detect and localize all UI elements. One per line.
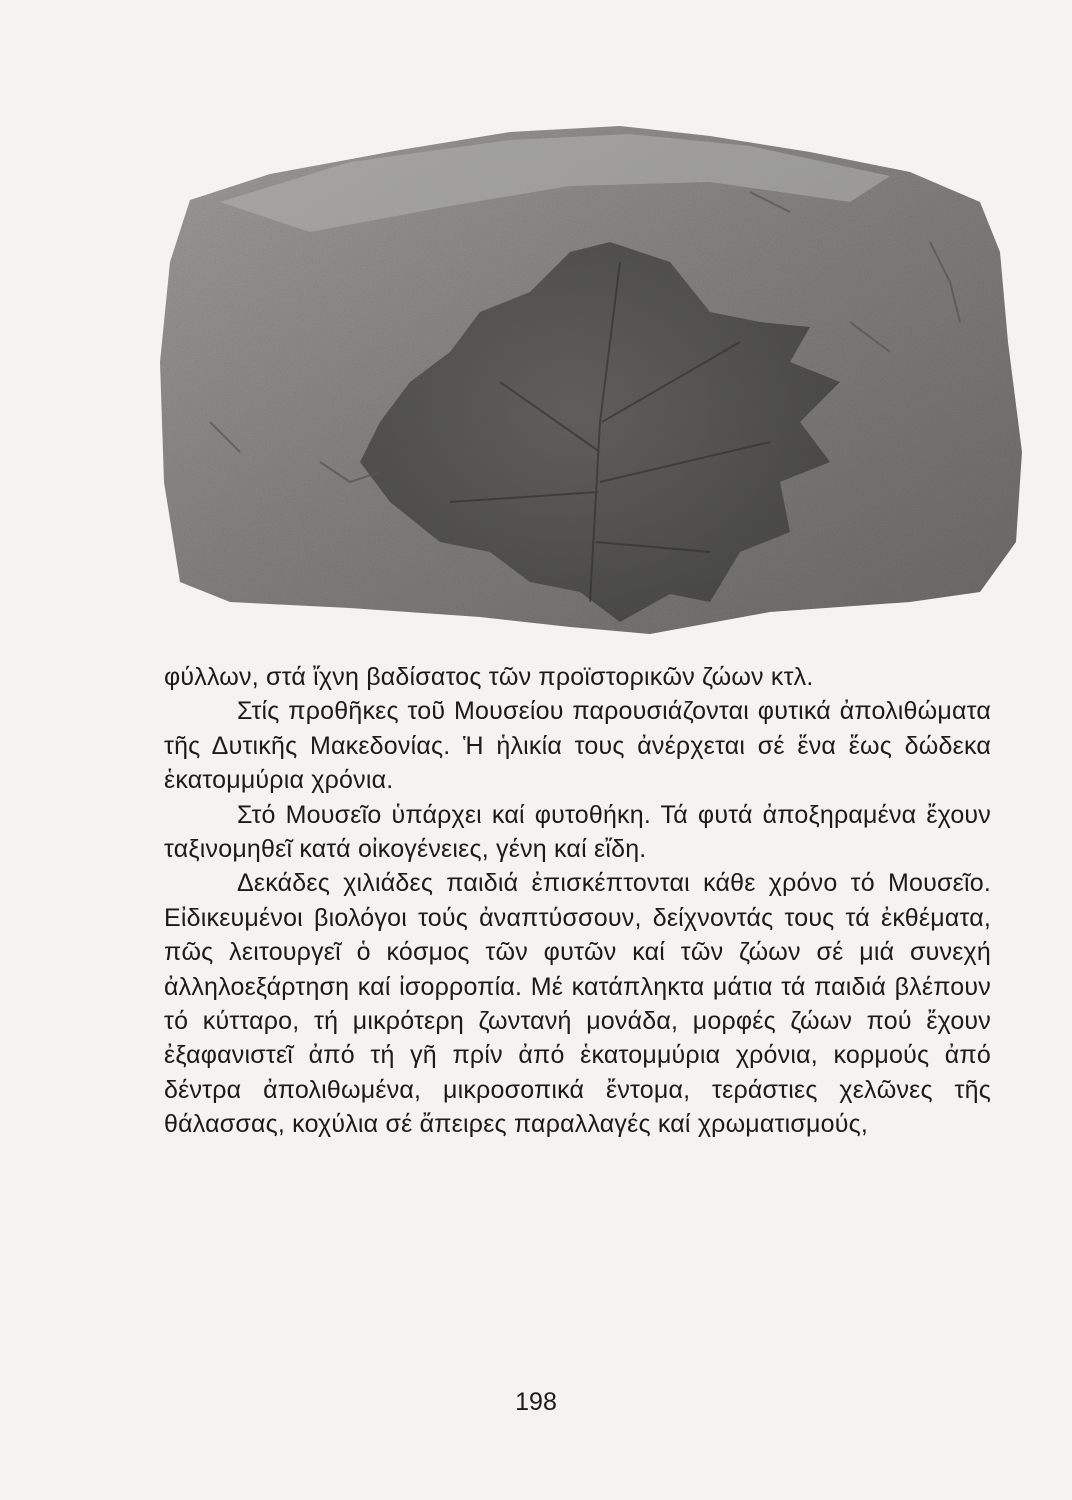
paragraph-1: φύλλων, στά ἴχνη βαδίσατος τῶν προϊστορικῶν ζώων κτλ. bbox=[164, 663, 814, 691]
body-text bbox=[164, 660, 991, 1142]
fossil-photo bbox=[150, 122, 1030, 662]
paragraph-3: Στό Μουσεῖο ὑπάρχει καί φυτοθήκη. Τά φυτά ἀποξηραμένα ἔχουν ταξινομηθεῖ κατά οἰκογένειες, γένη καί εἴδη. bbox=[164, 800, 991, 864]
fossil-illustration bbox=[150, 122, 1030, 662]
page-number: 198 bbox=[515, 1388, 557, 1416]
paragraph-2: Στίς προθῆκες τοῦ Μουσείου παρουσιάζονται φυτικά ἀπολιθώματα τῆς Δυτικῆς Μακεδονίας. Ἡ ἡλικία τους ἀνέρχεται σέ ἕνα ἕως δώδεκα ἑκατομμύρια χρόνια. bbox=[164, 697, 991, 795]
paragraph-4: Δεκάδες χιλιάδες παιδιά ἐπισκέπτονται κάθε χρόνο τό Μουσεῖο. Εἰδικευμένοι βιολόγοι τούς ἀναπτύσσουν, δείχνοντάς τους τά ἐκθέματα, πῶς λειτουργεῖ ὁ κόσμος τῶν φυτῶν καί τῶν ζώων σέ μιά συνεχή ἀλληλοεξάρτηση καί ἰσορροπία. Μέ κατάπληκτα μάτια τά παιδιά βλέπουν τό κύτταρο, τή μικρότερη ζωντανή μονάδα, μορφές ζώων πού ἔχουν ἐξαφανιστεῖ ἀπό τή γῆ πρίν ἀπό ἑκατομμύρια χρόνια, κορμούς ἀπό δέντρα ἀπολιθωμένα, μικροσοπικά ἔντομα, τεράστιες χελῶνες τῆς θάλασσας, κοχύλια σέ ἄπειρες παραλλαγές καί χρωματισμούς, bbox=[164, 869, 991, 1139]
